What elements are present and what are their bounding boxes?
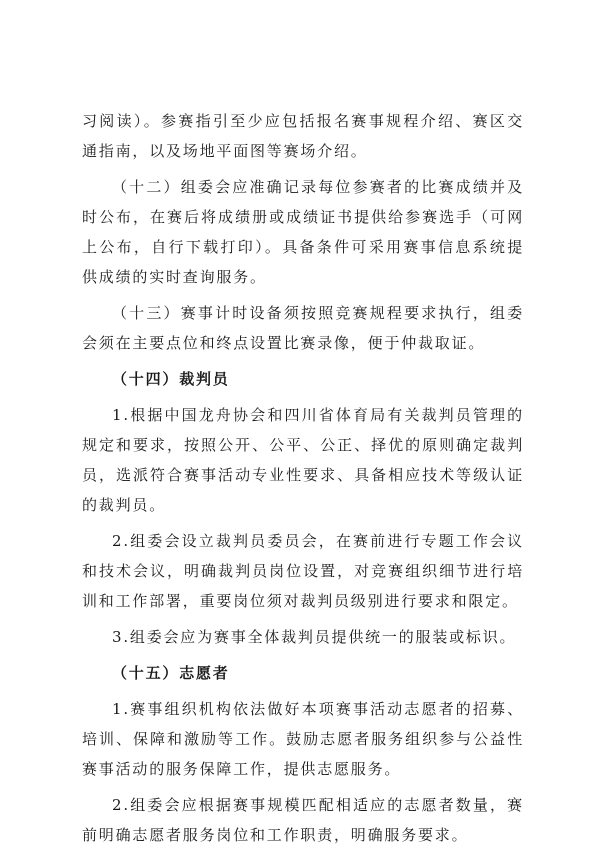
section-heading-volunteers: （十五）志愿者 bbox=[112, 664, 230, 682]
paragraph-volunteers-1: 1.赛事组织机构依法做好本项赛事活动志愿者的招募、培训、保障和激励等工作。鼓励志愿者服务组织参与公益性赛事活动的服务保障工作，提供志愿服务。 bbox=[82, 700, 524, 778]
paragraph-referees-1: 1.根据中国龙舟协会和四川省体育局有关裁判员管理的规定和要求，按照公开、公平、公正、择优的原则确定裁判员，选派符合赛事活动专业性要求、具备相应技术等级认证的裁判员。 bbox=[82, 406, 524, 514]
paragraph-section-13: （十三）赛事计时设备须按照竞赛规程要求执行，组委会须在主要点位和终点设置比赛录像，便于仲裁取证。 bbox=[82, 304, 524, 352]
paragraph-referees-3: 3.组委会应为赛事全体裁判员提供统一的服装或标识。 bbox=[112, 628, 517, 646]
paragraph-referees-2: 2.组委会设立裁判员委员会，在赛前进行专题工作会议和技术会议，明确裁判员岗位设置，对竞赛组织细节进行培训和工作部署，重要岗位须对裁判员级别进行要求和限定。 bbox=[82, 532, 524, 610]
document-body bbox=[82, 106, 524, 856]
paragraph-volunteers-2: 2.组委会应根据赛事规模匹配相适应的志愿者数量，赛前明确志愿者服务岗位和工作职责，明确服务要求。 bbox=[82, 796, 524, 844]
section-heading-referees: （十四）裁判员 bbox=[112, 370, 230, 388]
paragraph-continuation: 习阅读）。参赛指引至少应包括报名赛事规程介绍、赛区交通指南，以及场地平面图等赛场介绍。 bbox=[82, 112, 524, 160]
paragraph-section-12: （十二）组委会应准确记录每位参赛者的比赛成绩并及时公布，在赛后将成绩册或成绩证书提供给参赛选手（可网上公布，自行下载打印）。具备条件可采用赛事信息系统提供成绩的实时查询服务。 bbox=[82, 178, 524, 286]
